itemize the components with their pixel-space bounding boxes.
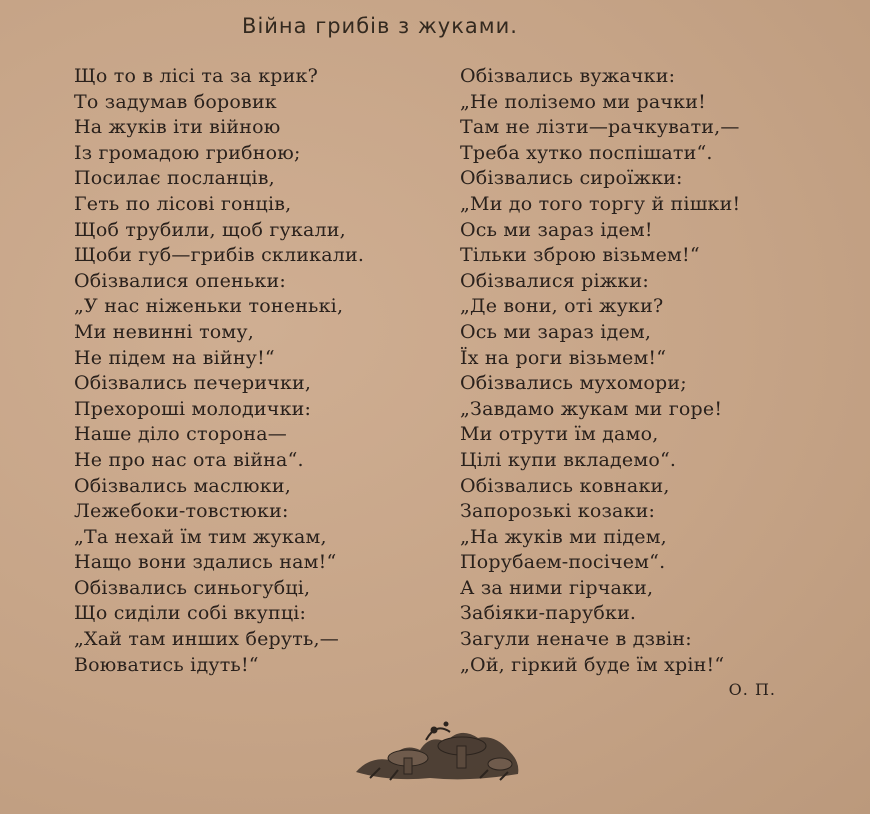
- poem-line: Що то в лісі та за крик?: [74, 65, 318, 87]
- poem-line: „Завдамо жукам ми горе!: [460, 397, 723, 420]
- poem-line: Прехороші молодички:: [74, 397, 312, 420]
- poem-line: Обізвалися опеньки:: [74, 269, 286, 292]
- poem-line: Не підем на війну!“: [74, 346, 275, 369]
- poem-right-column: [460, 64, 740, 678]
- poem-line: „Та нехай їм тим жукам,: [74, 525, 327, 548]
- poem-line: Обізвались маслюки,: [74, 474, 291, 497]
- poem-line: Щоби губ—грибів скликали.: [74, 244, 365, 267]
- poem-left-column: [74, 64, 364, 678]
- poem-line: „Ми до того торгу й пішки!: [460, 192, 741, 215]
- poem-line: Ми невинні тому,: [74, 320, 255, 343]
- poem-line: Не про нас ота війна“.: [74, 448, 304, 471]
- author-signature: О. П.: [728, 680, 776, 699]
- poem-line: Обізвались ковнаки,: [460, 474, 670, 497]
- poem-line: Обізвалися ріжки:: [460, 269, 649, 292]
- poem-line: Тільки зброю візьмем!“: [460, 244, 700, 267]
- poem-line: „Де вони, оті жуки?: [460, 295, 664, 318]
- poem-line: Воюватись ідуть!“: [74, 653, 259, 676]
- poem-line: Обізвались синьогубці,: [74, 576, 311, 599]
- poem-line: Обізвались печерички,: [74, 372, 312, 395]
- poem-line: Обізвались мухомори;: [460, 372, 687, 395]
- poem-line: „Хай там инших беруть,—: [74, 628, 339, 651]
- poem-line: „На жуків ми підем,: [460, 525, 667, 548]
- poem-line: Геть по лісові гонців,: [74, 192, 292, 215]
- poem-line: Цілі купи вкладемо“.: [460, 448, 677, 471]
- poem-line: Запорозькі козаки:: [460, 500, 656, 523]
- poem-line: Із громадою грибною;: [74, 141, 301, 164]
- poem-line: Загули неначе в дзвін:: [460, 628, 692, 651]
- poem-line: Обізвались вужачки:: [460, 65, 676, 87]
- poem-line: На жуків іти війною: [74, 116, 281, 139]
- poem-line: Порубаем-посічем“.: [460, 551, 666, 574]
- poem-line: Ось ми зараз ідем,: [460, 320, 652, 343]
- poem-line: „У нас ніженьки тоненькі,: [74, 295, 344, 318]
- poem-line: Ми отрути їм дамо,: [460, 423, 659, 446]
- poem-line: Щоб трубили, щоб гукали,: [74, 218, 346, 241]
- poem-line: „Не поліземо ми рачки!: [460, 90, 706, 113]
- poem-line: „Ой, гіркий буде їм хрін!“: [460, 653, 725, 676]
- poem-line: Там не лізти—рачкувати,—: [460, 116, 740, 139]
- poem-line: Їх на роги візьмем!“: [460, 346, 667, 369]
- poem-line: Що сиділи собі вкупці:: [74, 602, 307, 625]
- poem-line: Ось ми зараз ідем!: [460, 218, 653, 241]
- poem-line: Нащо вони здались нам!“: [74, 551, 337, 574]
- poem-line: Забіяки-парубки.: [460, 602, 637, 625]
- poem-line: Лежебоки-товстюки:: [74, 500, 289, 523]
- poem-line: А за ними гірчаки,: [460, 576, 654, 599]
- mushroom-vignette-icon: [350, 712, 526, 784]
- poem-line: То задумав боровик: [74, 90, 277, 113]
- poem-line: Наше діло сторона—: [74, 423, 287, 446]
- poem-line: Обізвались сироїжки:: [460, 167, 683, 190]
- poem-title: Війна грибів з жуками.: [242, 14, 518, 38]
- poem-line: Посилає посланців,: [74, 167, 275, 190]
- poem-line: Треба хутко поспішати“.: [460, 141, 713, 164]
